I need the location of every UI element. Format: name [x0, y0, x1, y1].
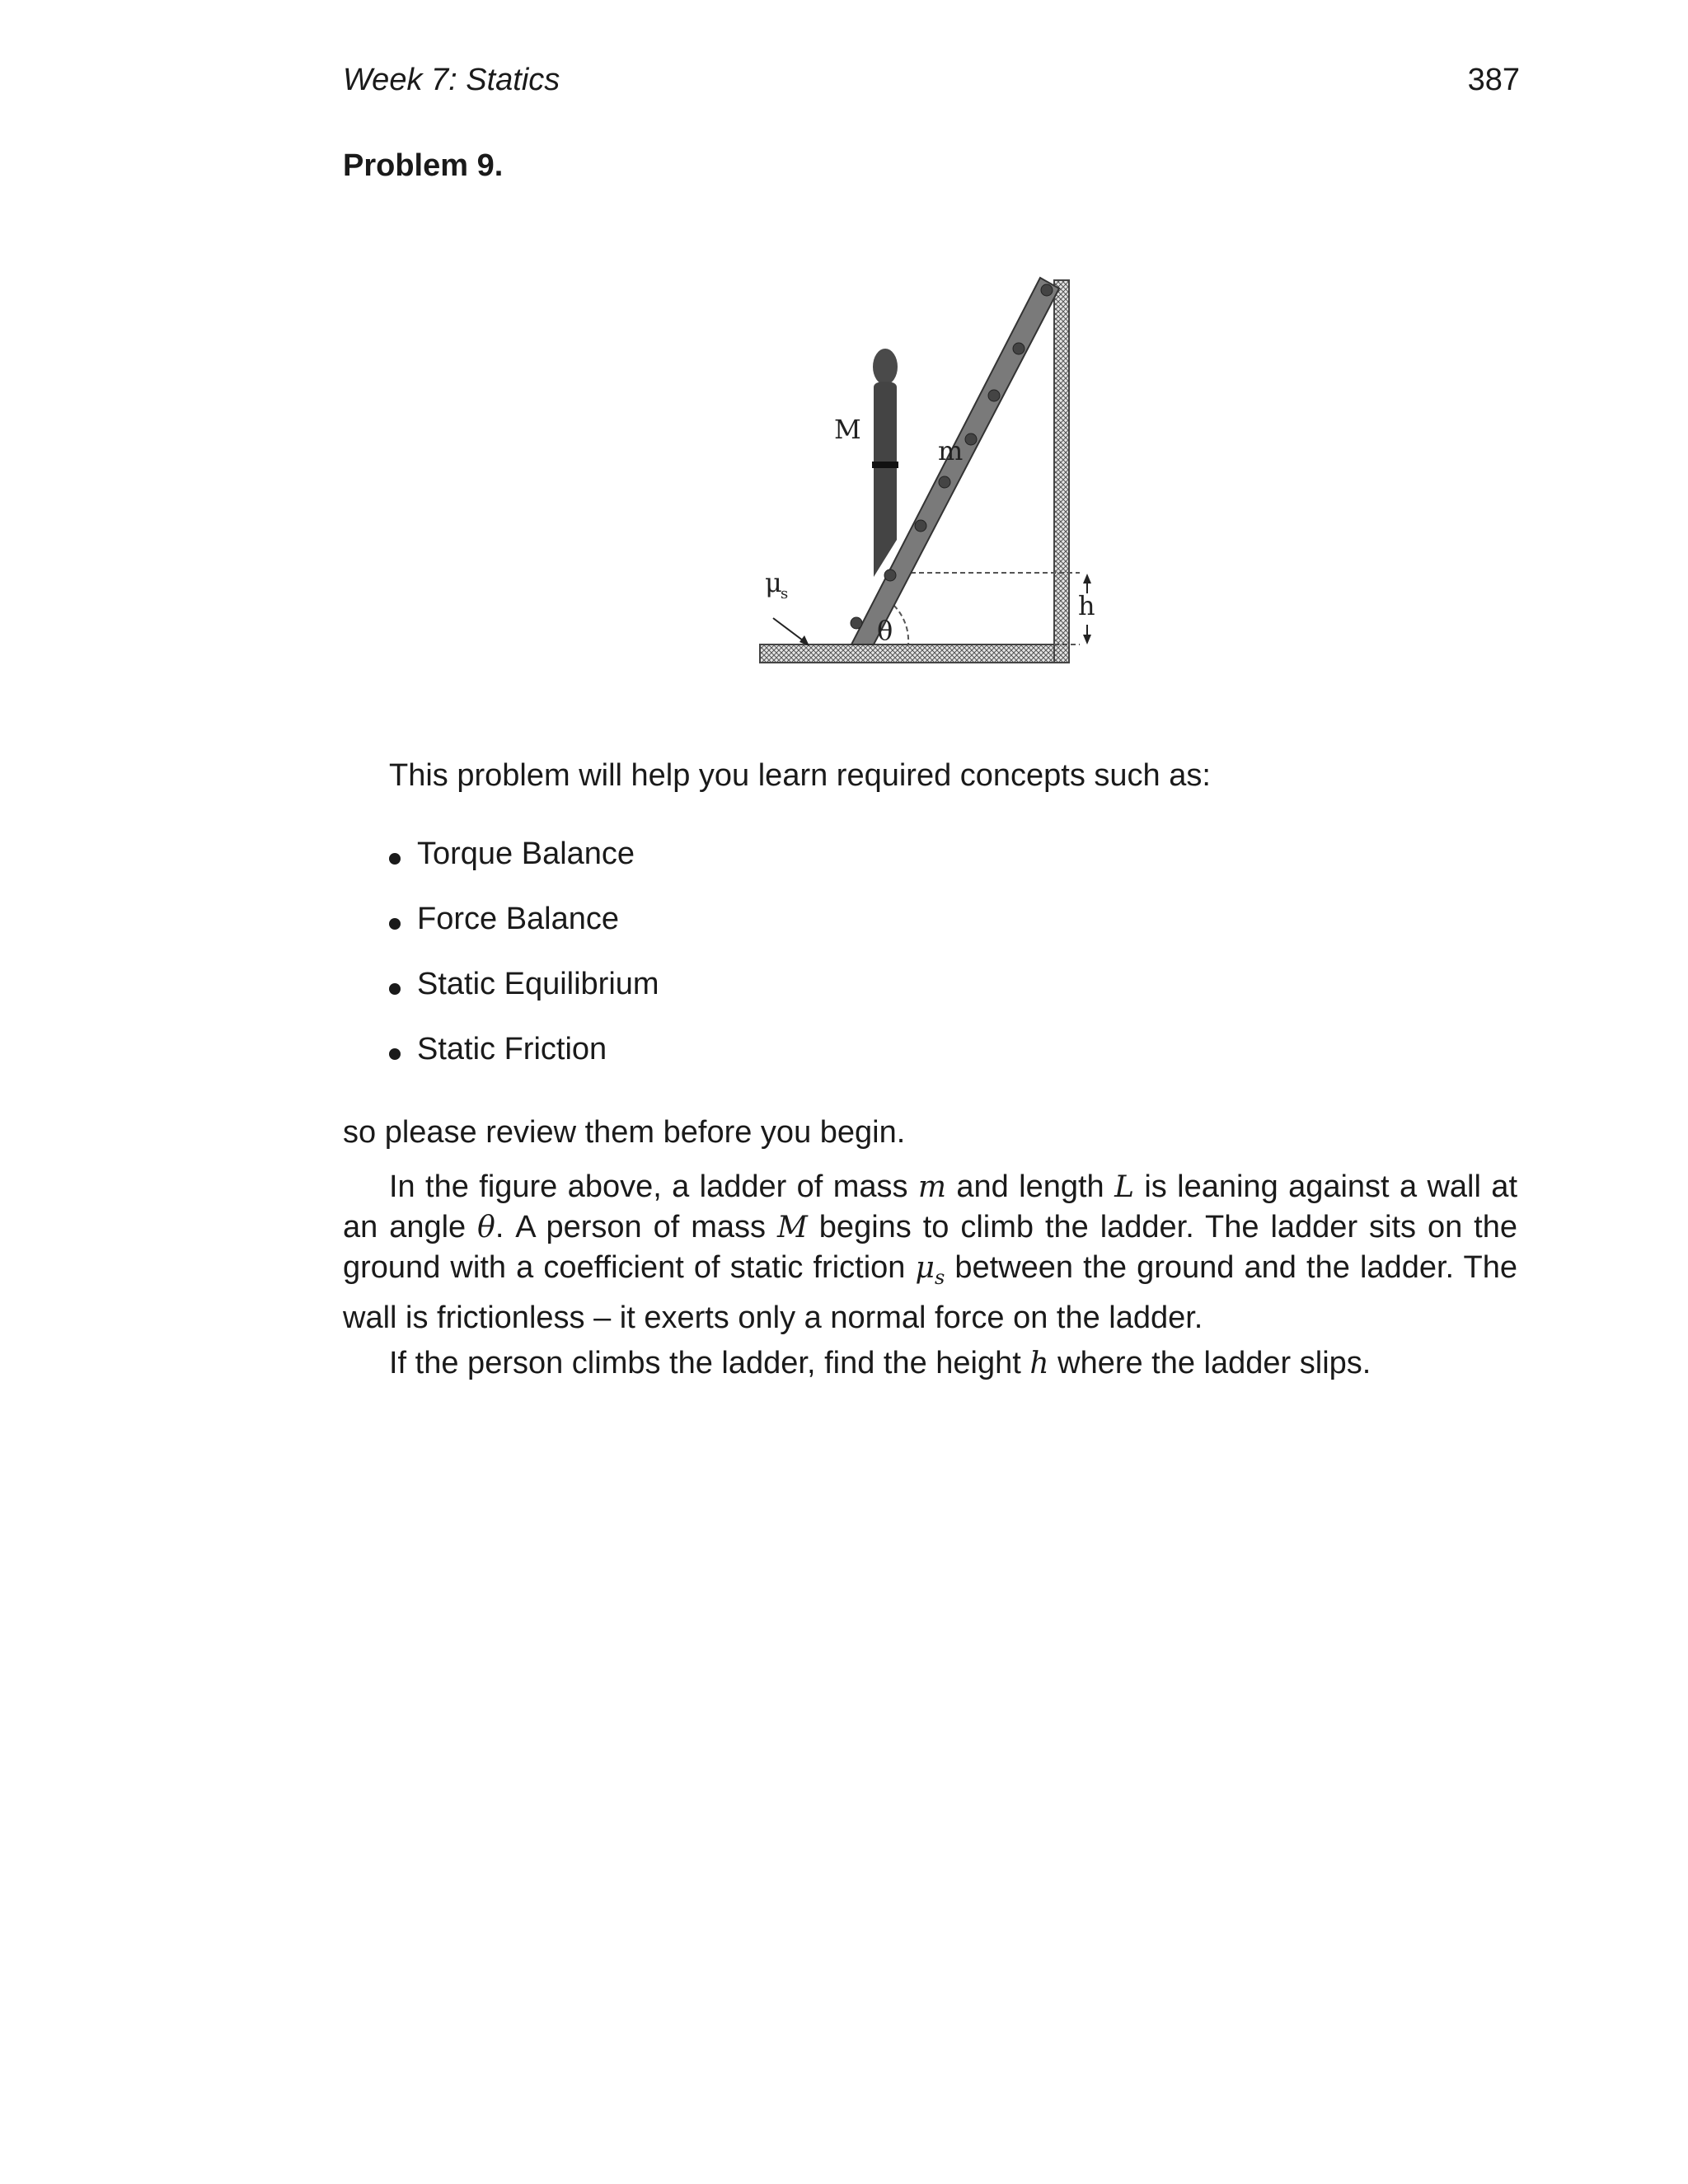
mu-symbol: $\mu_s$ — [915, 1251, 945, 1290]
friction-label: μ — [765, 567, 782, 598]
intro-text: This problem will help you learn required concepts such as: — [389, 758, 1211, 793]
list-item: Force Balance — [389, 902, 659, 967]
bullet-icon — [389, 918, 401, 930]
review-text: so please review them before you begin. — [343, 1115, 906, 1150]
height-label: h — [1078, 590, 1095, 621]
person-mass-label: M — [834, 414, 861, 445]
list-item: Static Friction — [389, 1032, 659, 1097]
person-figure — [872, 349, 898, 577]
ladder-diagram — [742, 272, 1121, 676]
bullet-icon — [389, 1048, 401, 1060]
ladder-mass-label: m — [938, 435, 964, 466]
problem-statement: In the figure above, a ladder of mass m and length L is leaning against a wall at an angle θ. A person of mass M begins to climb the ladder. The ladder sits on the ground with a coefficient of static friction $\mu_s$ between the ground and the ladder. The wall is frictionless – it exerts only a normal force on the ladder. — [343, 1169, 1518, 1336]
list-item: Torque Balance — [389, 837, 659, 902]
bullet-icon — [389, 983, 401, 995]
angle-label: θ — [877, 615, 893, 646]
bullet-icon — [389, 853, 401, 865]
problem-question: If the person climbs the ladder, find the height h where the ladder slips. — [389, 1346, 1372, 1380]
ladder-figure — [742, 272, 1121, 676]
running-header-section: Week 7: Statics — [343, 63, 560, 97]
wall — [1054, 280, 1069, 663]
concept-list — [389, 837, 659, 1097]
page-number: 387 — [1467, 63, 1520, 97]
ground — [760, 644, 1069, 663]
friction-arrow — [773, 618, 806, 643]
problem-title: Problem 9. — [343, 148, 504, 183]
friction-subscript: s — [781, 585, 789, 602]
list-item: Static Equilibrium — [389, 967, 659, 1032]
